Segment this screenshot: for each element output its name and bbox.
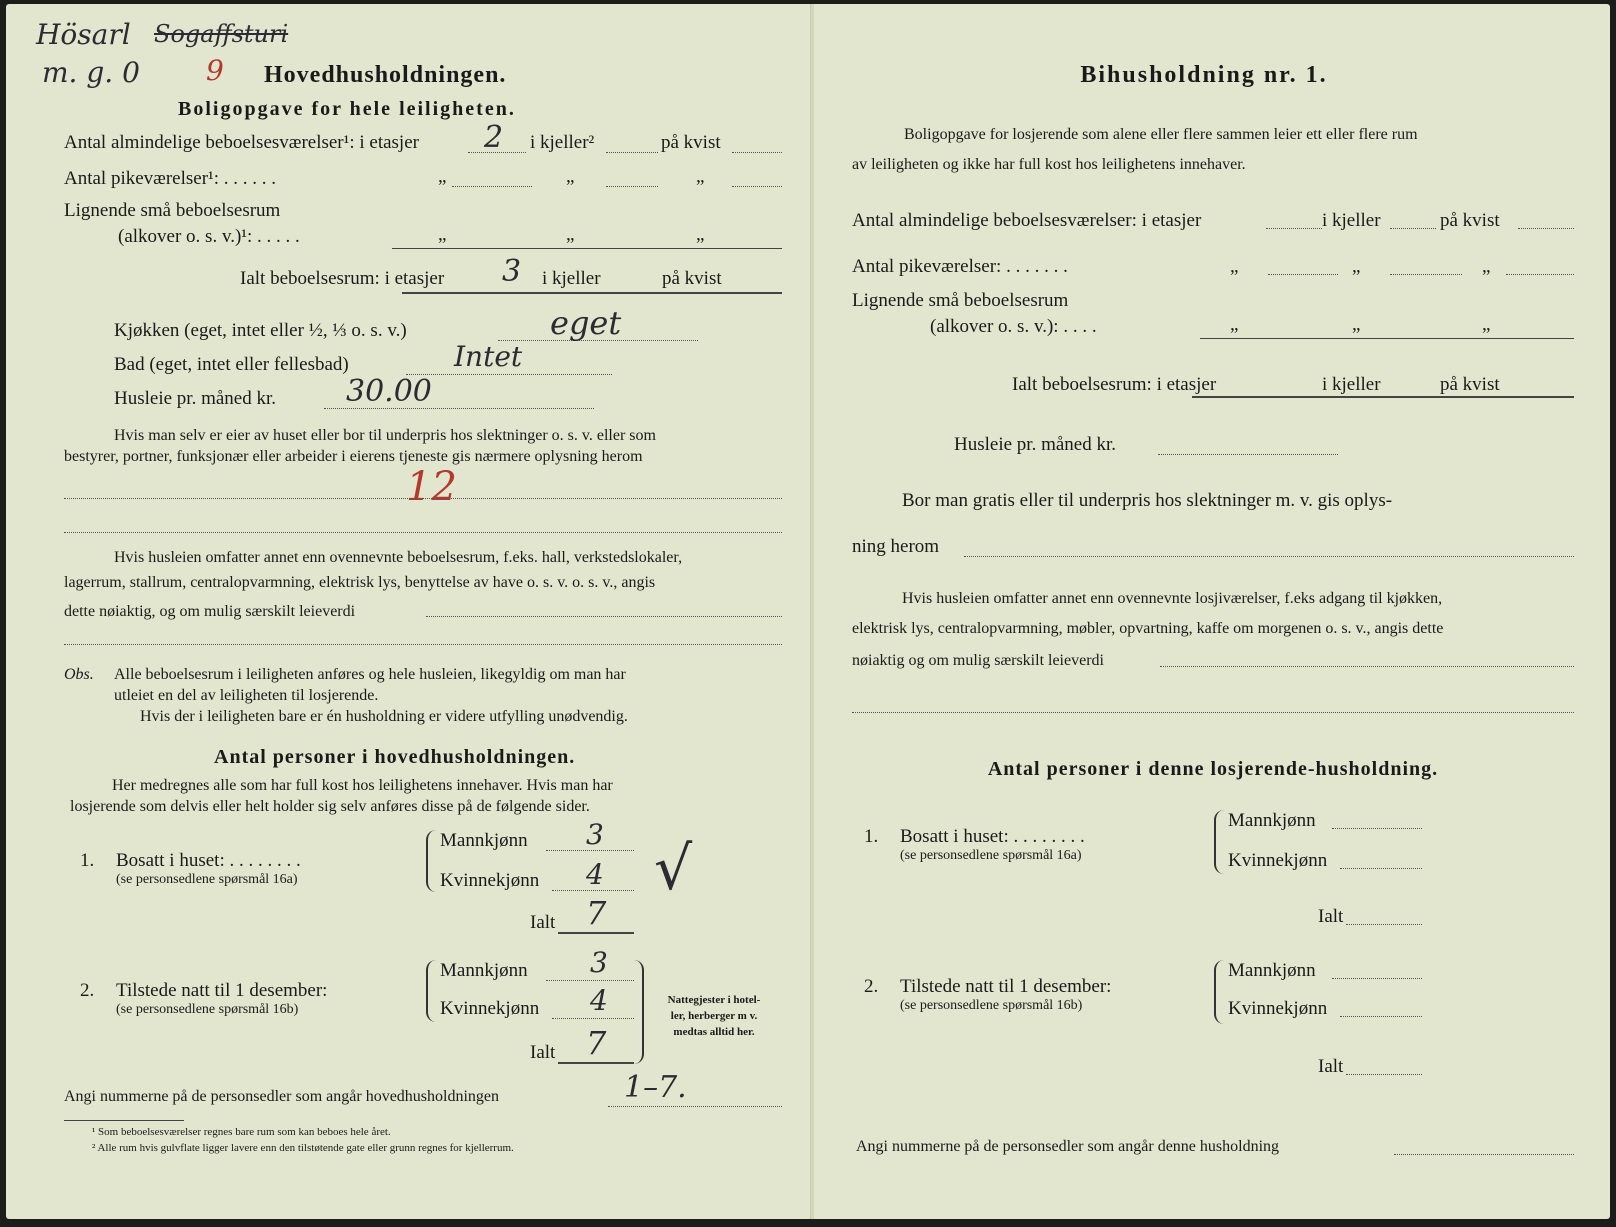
para1-red-note: 12: [406, 464, 457, 510]
q1-label: Bosatt i huset: . . . . . . . .: [116, 850, 301, 871]
row1-label: Antal almindelige beboelsesværelser¹: i etasjer: [64, 132, 419, 153]
right-persons-title: Antal personer i denne losjerende-husholdning.: [987, 758, 1439, 780]
q1-sub: (se personsedlene spørsmål 16a): [116, 872, 298, 887]
angi-label: Angi nummerne på de personsedler som angår hovedhusholdningen: [64, 1088, 500, 1105]
para2-line1: Hvis husleien omfatter annet enn ovennevnte beboelsesrum, f.eks. hall, verkstedslokaler,: [114, 549, 683, 566]
footnote-2: ² Alle rum hvis gulvflate ligger lavere enn den tilstøtende gate eller grunn regnes for kjellerrum.: [92, 1142, 514, 1154]
right-husleie-label: Husleie pr. måned kr.: [954, 434, 1116, 455]
ialt-label: Ialt beboelsesrum: i etasjer: [240, 268, 445, 289]
para1-line1: Hvis man selv er eier av huset eller bor til underpris hos slektninger o. s. v. eller som: [114, 427, 656, 444]
row1-kvist: på kvist: [661, 132, 721, 153]
hvis-line3: nøiaktig og om mulig særskilt leieverdi: [852, 652, 1104, 669]
husleie-value: 30.00: [346, 374, 432, 409]
right-intro-line2: av leiligheten og ikke har full kost hos leilighetens innehaver.: [852, 156, 1246, 173]
left-subtitle: Boligopgave for hele leiligheten.: [178, 98, 516, 120]
bad-label: Bad (eget, intet eller fellesbad): [114, 354, 349, 375]
kjokken-value: eget: [550, 304, 622, 342]
q2-label: Tilstede natt til 1 desember:: [116, 980, 328, 1001]
obs-line3: Hvis der i leiligheten bare er én husholdning er videre utfylling unødvendig.: [140, 708, 628, 725]
angi-value: 1–7.: [624, 1070, 687, 1105]
right-q2-sub: (se personsedlene spørsmål 16b): [900, 998, 1083, 1013]
right-row2-label: Antal pikeværelser: . . . . . . .: [852, 256, 1068, 277]
bor-line1: Bor man gratis eller til underpris hos slektninger m. v. gis oplys-: [902, 490, 1393, 511]
right-row3-label: Lignende små beboelsesrum: [852, 290, 1069, 311]
right-row1-label: Antal almindelige beboelsesværelser: i etasjer: [852, 210, 1202, 231]
hvis-line2: elektrisk lys, centralopvarmning, møbler, opvartning, kaffe om morgenen o. s. v., angis dette: [852, 620, 1444, 637]
right-title: Bihusholdning nr. 1.: [1080, 62, 1328, 88]
check-mark: √: [654, 834, 693, 904]
row2-label: Antal pikeværelser¹: . . . . . .: [64, 168, 277, 189]
right-intro-line1: Boligopgave for losjerende som alene eller flere sammen leier ett eller flere rum: [904, 126, 1418, 143]
husleie-label: Husleie pr. måned kr.: [114, 388, 276, 409]
ialt-value: 3: [502, 254, 522, 289]
right-q1-label: Bosatt i huset: . . . . . . . .: [900, 826, 1085, 847]
bor-line2: ning herom: [852, 536, 940, 557]
persons-line2: losjerende som delvis eller helt holder sig selv anføres disse på de følgende sider.: [70, 798, 590, 815]
ialt-kvist: på kvist: [662, 268, 722, 289]
persons-title: Antal personer i hovedhusholdningen.: [214, 746, 576, 768]
q2-sub: (se personsedlene spørsmål 16b): [116, 1002, 299, 1017]
margin-note-struck: Sogaffsturi: [154, 20, 289, 48]
house-number-red: 9: [206, 54, 224, 87]
para2-line2: lagerrum, stallrum, centralopvarmning, elektrisk lys, benyttelse av have o. s. v. o. s. v., angis: [64, 574, 656, 591]
row3b-label: (alkover o. s. v.)¹: . . . . .: [118, 226, 300, 247]
margin-note: Hösarl: [36, 18, 131, 51]
row3-label: Lignende små beboelsesrum: [64, 200, 281, 221]
q2-ialt-value: 7: [586, 1024, 607, 1062]
para2-line3: dette nøiaktig, og om mulig særskilt leieverdi: [64, 603, 356, 620]
ialt-kjeller: i kjeller: [542, 268, 601, 289]
q2-kvinne-value: 4: [590, 984, 608, 1017]
para1-line2: bestyrer, portner, funksjonær eller arbeider i eierens tjeneste gis nærmere oplysning herom: [64, 448, 643, 465]
kjokken-label: Kjøkken (eget, intet eller ½, ⅓ o. s. v.): [114, 320, 407, 341]
q1-mann-value: 3: [586, 818, 604, 851]
hvis-line1: Hvis husleien omfatter annet enn ovennevnte losjiværelser, f.eks adgang til kjøkken,: [902, 590, 1443, 607]
right-row3b-label: (alkover o. s. v.): . . . .: [930, 316, 1097, 337]
page-fold: [810, 4, 814, 1219]
q2-mann-value: 3: [590, 946, 608, 979]
right-q2-label: Tilstede natt til 1 desember:: [900, 976, 1112, 997]
persons-line1: Her medregnes alle som har full kost hos leilighetens innehaver. Hvis man har: [112, 777, 613, 794]
left-title: Hovedhusholdningen.: [264, 62, 507, 88]
right-angi-label: Angi nummerne på de personsedler som angår denne husholdning: [856, 1138, 1280, 1155]
obs-line2: utleiet en del av leiligheten til losjerende.: [114, 687, 379, 704]
row1-value: 2: [484, 120, 504, 155]
census-form-sheet: Hösarl Sogaffsturi m. g. 0 9 Hovedhusholdningen. Boligopgave for hele leiligheten. Antal almindelige beboelsesværelser¹: i etasjer 2 i kjeller² på kvist Antal pikeværelser¹: . . . . . . „ „ „ Lignende små beboelsesrum (alkover o. s. v.)¹: . . . . . „ „ „ Ialt beboelsesrum: i etasjer 3 i kjeller på kvist Kjøkken (eget, intet eller ½, ⅓ o. s. v.) eget Bad (eget, intet eller fellesbad) Intet Husleie pr. måned kr. 30.00 Hvis man selv er eier av huset eller bor til underpris hos slektninger o. s. v. eller som bestyrer, portner, funksjonær eller arbeider i eierens tjeneste gis nærmere oplysning herom 12 Hvis husleien omfatter annet enn ovennevnte beboelsesrum, f.eks. hall, verkstedslokaler, lagerrum, stallrum, centralopvarmning, elektrisk lys, benyttelse av have o. s. v. o. s. v., angis dette nøiaktig, og om mulig særskilt leieverdi Obs. Alle beboelsesrum i leiligheten anføres og hele husleien, likegyldig om man har utleiet en del av leiligheten til losjerende. Hvis der i leiligheten bare er én husholdning er videre utfylling unødvendig. Antal personer i hovedhusholdningen. Her medregnes alle som har full kost hos leilighetens innehaver. Hvis man har losjerende som delvis eller helt holder sig selv anføres disse på de følgende sider. 1. Bosatt i huset: . . . . . . . . (se personsedlene spørsmål 16a) Mannkjønn 3 Kvinnekjønn 4 Ialt 7 √ 2. Tilstede natt til 1 desember: (se personsedlene spørsmål 16b) Mannkjønn 3 Kvinnekjønn 4 Ialt 7 Nattegjester i hotel- ler, herberger m v. medtas alltid her. Angi nummerne på de personsedler som angår hovedhusholdningen 1–7. ¹ Som beboelsesværelser regnes bare rum som kan beboes hele året. ² Alle rum hvis gulvflate ligger lavere enn den tilstøtende gate eller grunn regnes for kjellerrum. Bihusholdning nr. 1. Boligopgave for losjerende som alene eller flere sammen leier ett eller flere rum av leiligheten og ikke har full kost hos leilighetens innehaver. Antal almindelige beboelsesværelser: i etasjer i kjeller på kvist Antal pikeværelser: . . . . . . . „ „ „ Lignende små beboelsesrum (alkover o. s. v.): . . . . „ „ „ Ialt beboelsesrum: i etasjer i kjeller på kvist Husleie pr. måned kr. Bor man gratis eller til underpris hos slektninger m. v. gis oplys- ning herom Hvis husleien omfatter annet enn ovennevnte losjiværelser, f.eks adgang til kjøkken, elektrisk lys, centralopvarmning, møbler, opvartning, kaffe om morgenen o. s. v., angis dette nøiaktig og om mulig særskilt leieverdi Antal personer i denne losjerende-husholdning. 1. Bosatt i huset: . . . . . . . . (se personsedlene spørsmål 16a) Mannkjønn Kvinnekjønn Ialt 2. Tilstede natt til 1 desember: (se personsedlene spørsmål 16b) Mannkjønn Kvinnekjønn Ialt Angi nummerne på de personsedler som angår denne husholdning: [6, 4, 1610, 1219]
right-ialt-label: Ialt beboelsesrum: i etasjer: [1012, 374, 1217, 395]
obs-label: Obs.: [64, 666, 94, 683]
q1-ialt-value: 7: [586, 894, 607, 932]
bad-value: Intet: [454, 340, 523, 373]
house-number: m. g. 0: [42, 56, 140, 89]
obs-line1: Alle beboelsesrum i leiligheten anføres og hele husleien, likegyldig om man har: [114, 666, 626, 683]
right-q1-sub: (se personsedlene spørsmål 16a): [900, 848, 1082, 863]
q1-kvinne-value: 4: [586, 858, 604, 891]
row1-kjeller: i kjeller²: [530, 132, 595, 153]
footnote-1: ¹ Som beboelsesværelser regnes bare rum som kan beboes hele året.: [92, 1126, 391, 1138]
